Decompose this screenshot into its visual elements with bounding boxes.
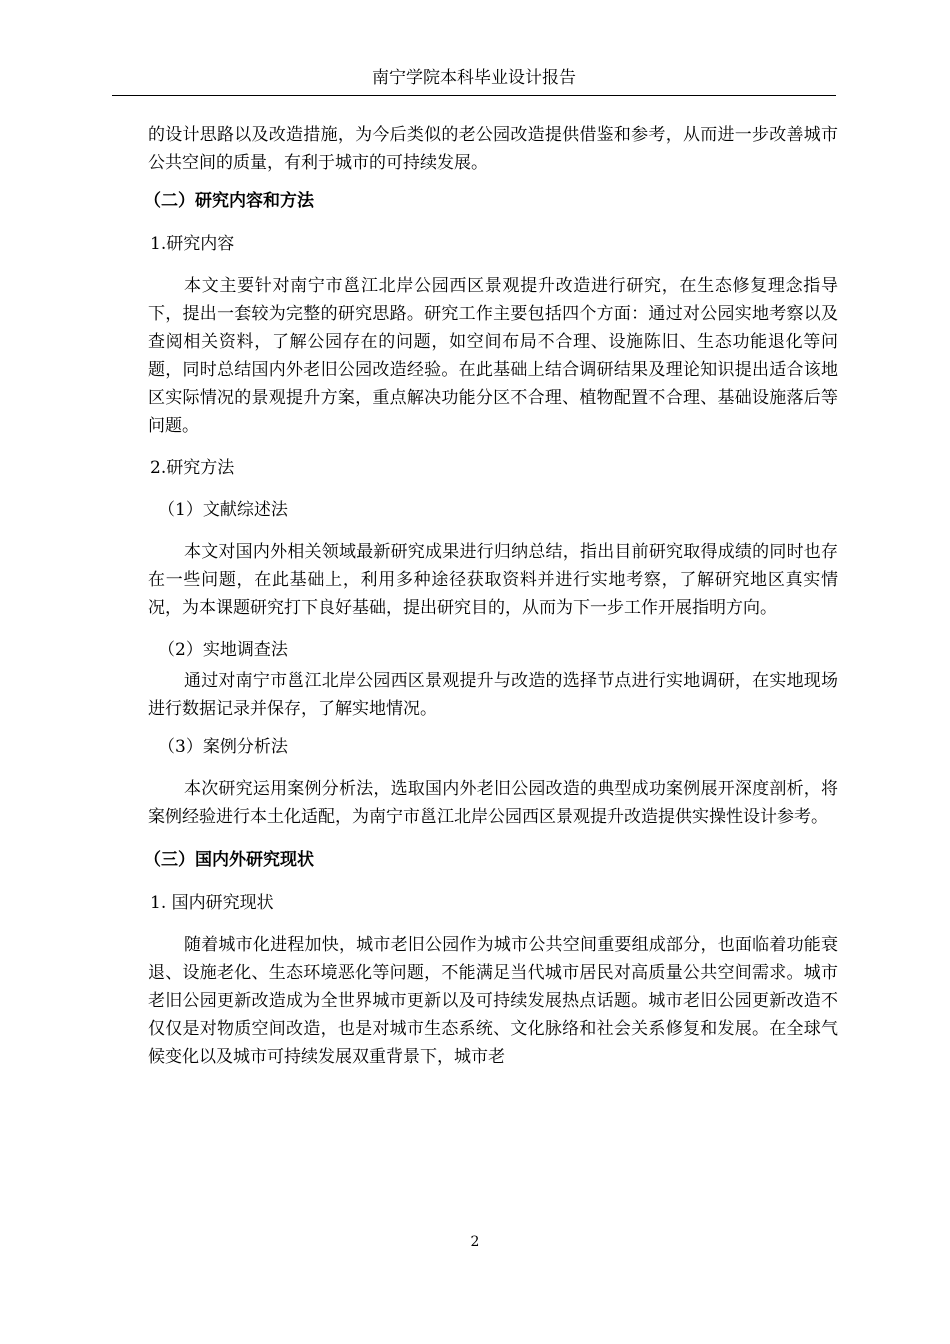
- method-heading-field-survey: （2）实地调查法: [158, 640, 288, 660]
- page-number: 2: [470, 1234, 480, 1250]
- method-heading-literature-review: （1）文献综述法: [158, 500, 288, 520]
- section-heading-research-content-methods: （二）研究内容和方法: [144, 191, 314, 211]
- page-header: 南宁学院本科毕业设计报告: [372, 68, 576, 88]
- method-heading-case-analysis: （3）案例分析法: [158, 737, 288, 757]
- subheading-research-content: 1.研究内容: [150, 234, 235, 254]
- paragraph-literature-review: 本文对国内外相关领域最新研究成果进行归纳总结，指出目前研究取得成绩的同时也存在一些问题，在此基础上，利用多种途径获取资料并进行实地考察，了解研究地区真实情况，为本课题研究打下良好基础，提出研究目的，从而为下一步工作开展指明方向。: [148, 542, 838, 618]
- document-body: [144, 121, 838, 1071]
- paragraph-domestic-research: 随着城市化进程加快，城市老旧公园作为城市公共空间重要组成部分，也面临着功能衰退、设施老化、生态环境恶化等问题，不能满足当代城市居民对高质量公共空间需求。城市老旧公园更新改造成为全世界城市更新以及可持续发展热点话题。城市老旧公园更新改造不仅仅是对物质空间改造，也是对城市生态系统、文化脉络和社会关系修复和发展。在全球气候变化以及城市可持续发展双重背景下，城市老: [148, 935, 838, 1067]
- paragraph-research-content: 本文主要针对南宁市邕江北岸公园西区景观提升改造进行研究，在生态修复理念指导下，提出一套较为完整的研究思路。研究工作主要包括四个方面：通过对公园实地考察以及查阅相关资料，了解公园存在的问题，如空间布局不合理、设施陈旧、生态功能退化等问题，同时总结国内外老旧公园改造经验。在此基础上结合调研结果及理论知识提出适合该地区实际情况的景观提升方案，重点解决功能分区不合理、植物配置不合理、基础设施落后等问题。: [148, 276, 838, 436]
- paragraph-continuation: 的设计思路以及改造措施，为今后类似的老公园改造提供借鉴和参考，从而进一步改善城市公共空间的质量，有利于城市的可持续发展。: [148, 125, 838, 173]
- paragraph-case-analysis: 本次研究运用案例分析法，选取国内外老旧公园改造的典型成功案例展开深度剖析，将案例经验进行本土化适配，为南宁市邕江北岸公园西区景观提升改造提供实操性设计参考。: [148, 779, 838, 827]
- section-heading-research-status: （三）国内外研究现状: [144, 850, 314, 870]
- header-divider: [112, 95, 836, 96]
- paragraph-field-survey: 通过对南宁市邕江北岸公园西区景观提升与改造的选择节点进行实地调研，在实地现场进行数据记录并保存，了解实地情况。: [148, 671, 838, 719]
- subheading-domestic-research: 1. 国内研究现状: [150, 893, 274, 913]
- subheading-research-methods: 2.研究方法: [150, 458, 235, 478]
